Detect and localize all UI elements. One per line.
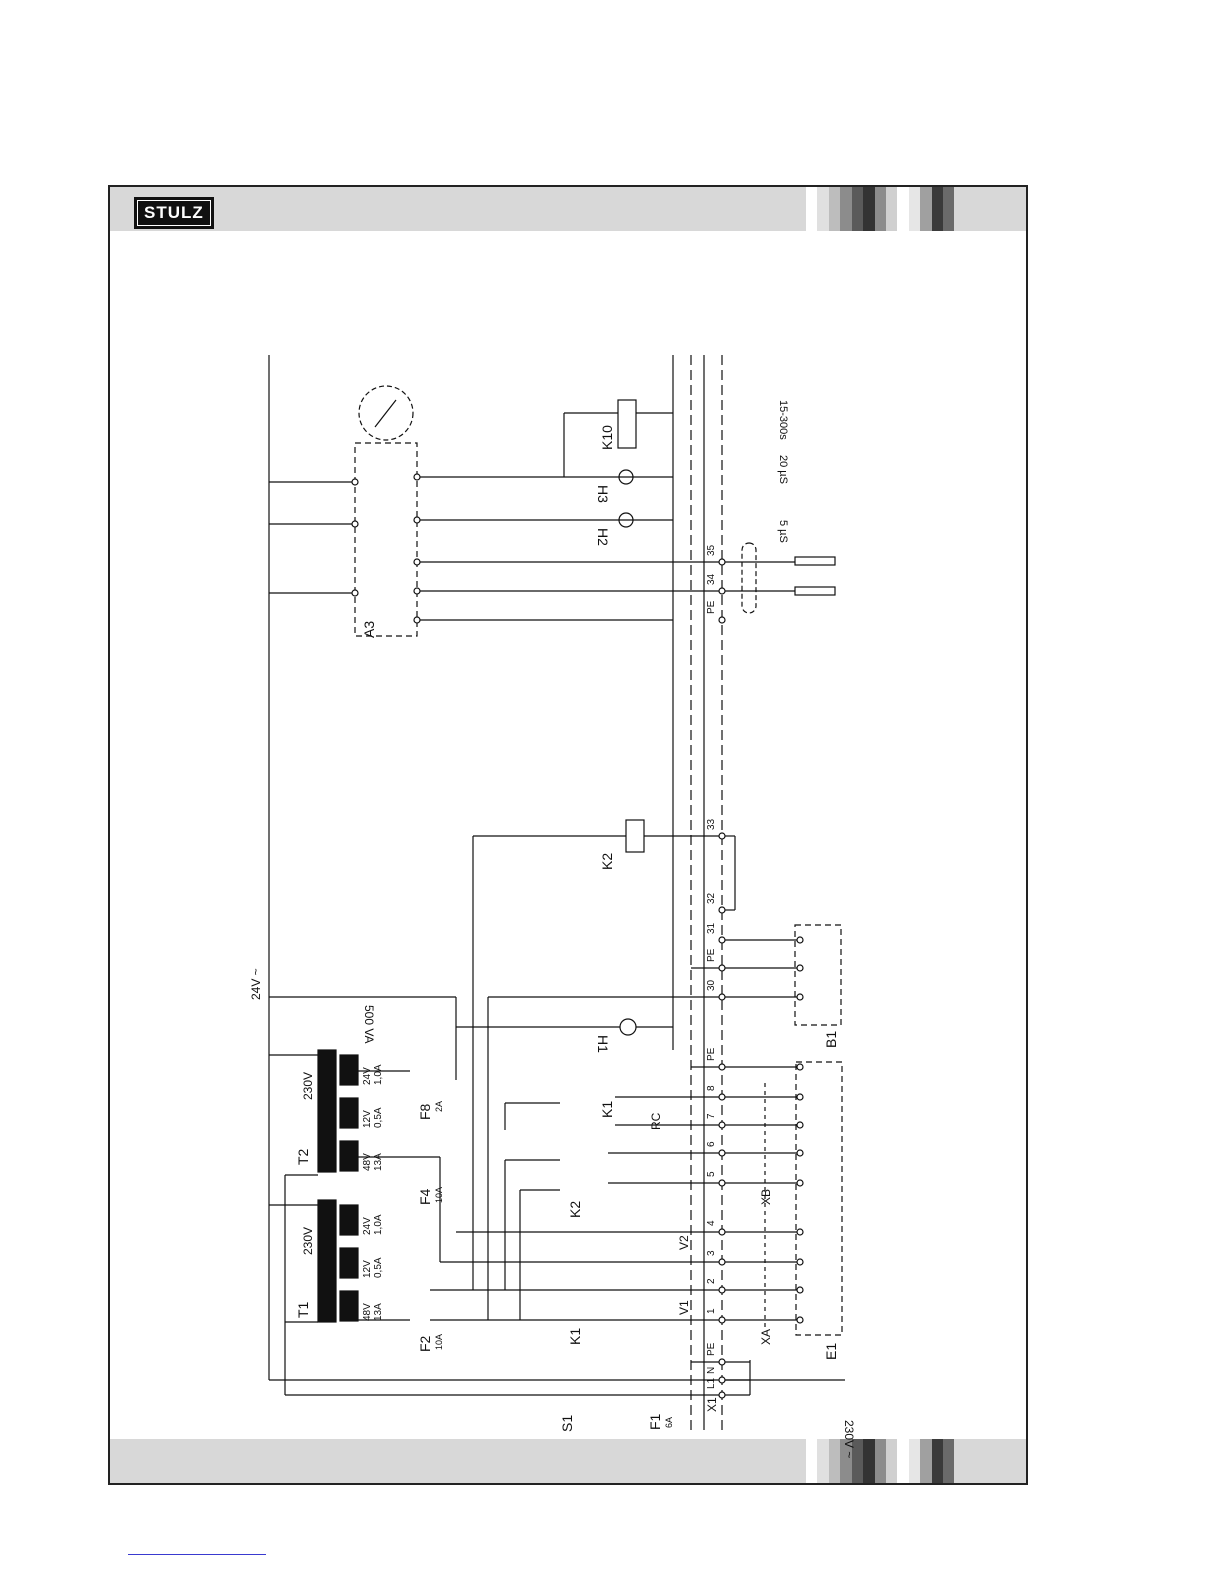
label-f2: F2: [417, 1335, 433, 1352]
label-xb: XB: [759, 1188, 773, 1205]
a3-module-box: [355, 443, 417, 636]
label-f1: F1: [647, 1413, 663, 1430]
label-k1-coil: K1: [599, 1100, 615, 1118]
label-sensor-2: 20 µS: [777, 455, 789, 484]
electrode-1: [795, 557, 835, 565]
winding-voltage-label: 24V: [362, 1217, 373, 1235]
lamp-h1: [620, 1019, 636, 1035]
electrode-2: [795, 587, 835, 595]
terminal-label: 33: [706, 818, 717, 830]
terminal-label: 4: [706, 1220, 717, 1226]
label-f4-rating: 10A: [434, 1186, 444, 1203]
label-x1: X1: [705, 1397, 719, 1412]
label-v1: V1: [677, 1300, 691, 1315]
terminal-label: 34: [706, 573, 717, 585]
terminal-label: L1: [706, 1377, 717, 1389]
label-v2: V2: [677, 1235, 691, 1250]
winding-current-label: 1,0A: [373, 1064, 384, 1085]
label-h3: H3: [595, 485, 611, 503]
footer-underline: [128, 1554, 266, 1555]
e1-humidifier-box: [796, 1062, 842, 1335]
label-f1-rating: 6A: [664, 1416, 674, 1428]
label-xa: XA: [759, 1328, 773, 1345]
terminal-label: 32: [706, 892, 717, 904]
label-sensor-3: 15-300s: [777, 400, 789, 440]
label-k2-coil: K2: [599, 852, 615, 870]
terminal-label: 30: [706, 979, 717, 991]
label-k10: K10: [599, 425, 615, 450]
terminal-label: 3: [706, 1250, 717, 1256]
label-rc: RC: [649, 1112, 663, 1130]
label-f2-rating: 10A: [434, 1333, 444, 1350]
terminal-label: N: [706, 1366, 717, 1374]
terminal-label: 1: [706, 1308, 717, 1314]
winding-voltage-label: 48V: [362, 1153, 373, 1171]
label-sensor-1: 5 µS: [777, 520, 789, 543]
terminal-label: 7: [706, 1113, 717, 1119]
label-e1: E1: [823, 1342, 839, 1360]
label-b1: B1: [823, 1030, 839, 1048]
label-primary-t2: 230V: [301, 1071, 315, 1100]
k2-coil: [626, 820, 644, 852]
cable-shield: [742, 543, 756, 613]
t2-core: [318, 1050, 336, 1172]
terminal-label: 8: [706, 1085, 717, 1091]
label-500va: 500 VA: [362, 1005, 376, 1044]
terminal-label: 6: [706, 1141, 717, 1147]
label-h1: H1: [595, 1035, 611, 1053]
label-primary-t1: 230V: [301, 1226, 315, 1255]
label-f4: F4: [417, 1188, 433, 1205]
terminal-label: 2: [706, 1278, 717, 1284]
stulz-logo: STULZ: [134, 197, 214, 229]
label-t1: T1: [295, 1301, 311, 1318]
terminal-label: PE: [706, 1047, 717, 1061]
label-a3: A3: [361, 620, 377, 638]
terminal-label: 31: [706, 922, 717, 934]
terminal-label: PE: [706, 1342, 717, 1356]
label-s1: S1: [559, 1414, 575, 1432]
terminal-label: 5: [706, 1171, 717, 1177]
label-230v: 230V ~: [842, 1420, 856, 1459]
label-h2: H2: [595, 528, 611, 546]
label-f8-rating: 2A: [434, 1100, 444, 1112]
terminal-label: 35: [706, 544, 717, 556]
label-24v: 24V ~: [249, 968, 263, 1000]
winding-current-label: 13A: [373, 1303, 384, 1321]
winding-current-label: 1,0A: [373, 1214, 384, 1235]
winding-labels: [362, 1064, 384, 1321]
winding-current-label: 0,5A: [373, 1107, 384, 1128]
k10-coil: [618, 400, 636, 448]
winding-current-label: 13A: [373, 1153, 384, 1171]
label-t2: T2: [295, 1148, 311, 1165]
winding-voltage-label: 12V: [362, 1260, 373, 1278]
label-k2-contact: K2: [567, 1200, 583, 1218]
terminal-label: PE: [706, 948, 717, 962]
winding-voltage-label: 48V: [362, 1303, 373, 1321]
winding-current-label: 0,5A: [373, 1257, 384, 1278]
winding-voltage-label: 12V: [362, 1110, 373, 1128]
t1-core: [318, 1200, 336, 1322]
winding-voltage-label: 24V: [362, 1067, 373, 1085]
label-f8: F8: [417, 1103, 433, 1120]
terminal-label: PE: [706, 600, 717, 614]
label-k1-contact: K1: [567, 1327, 583, 1345]
